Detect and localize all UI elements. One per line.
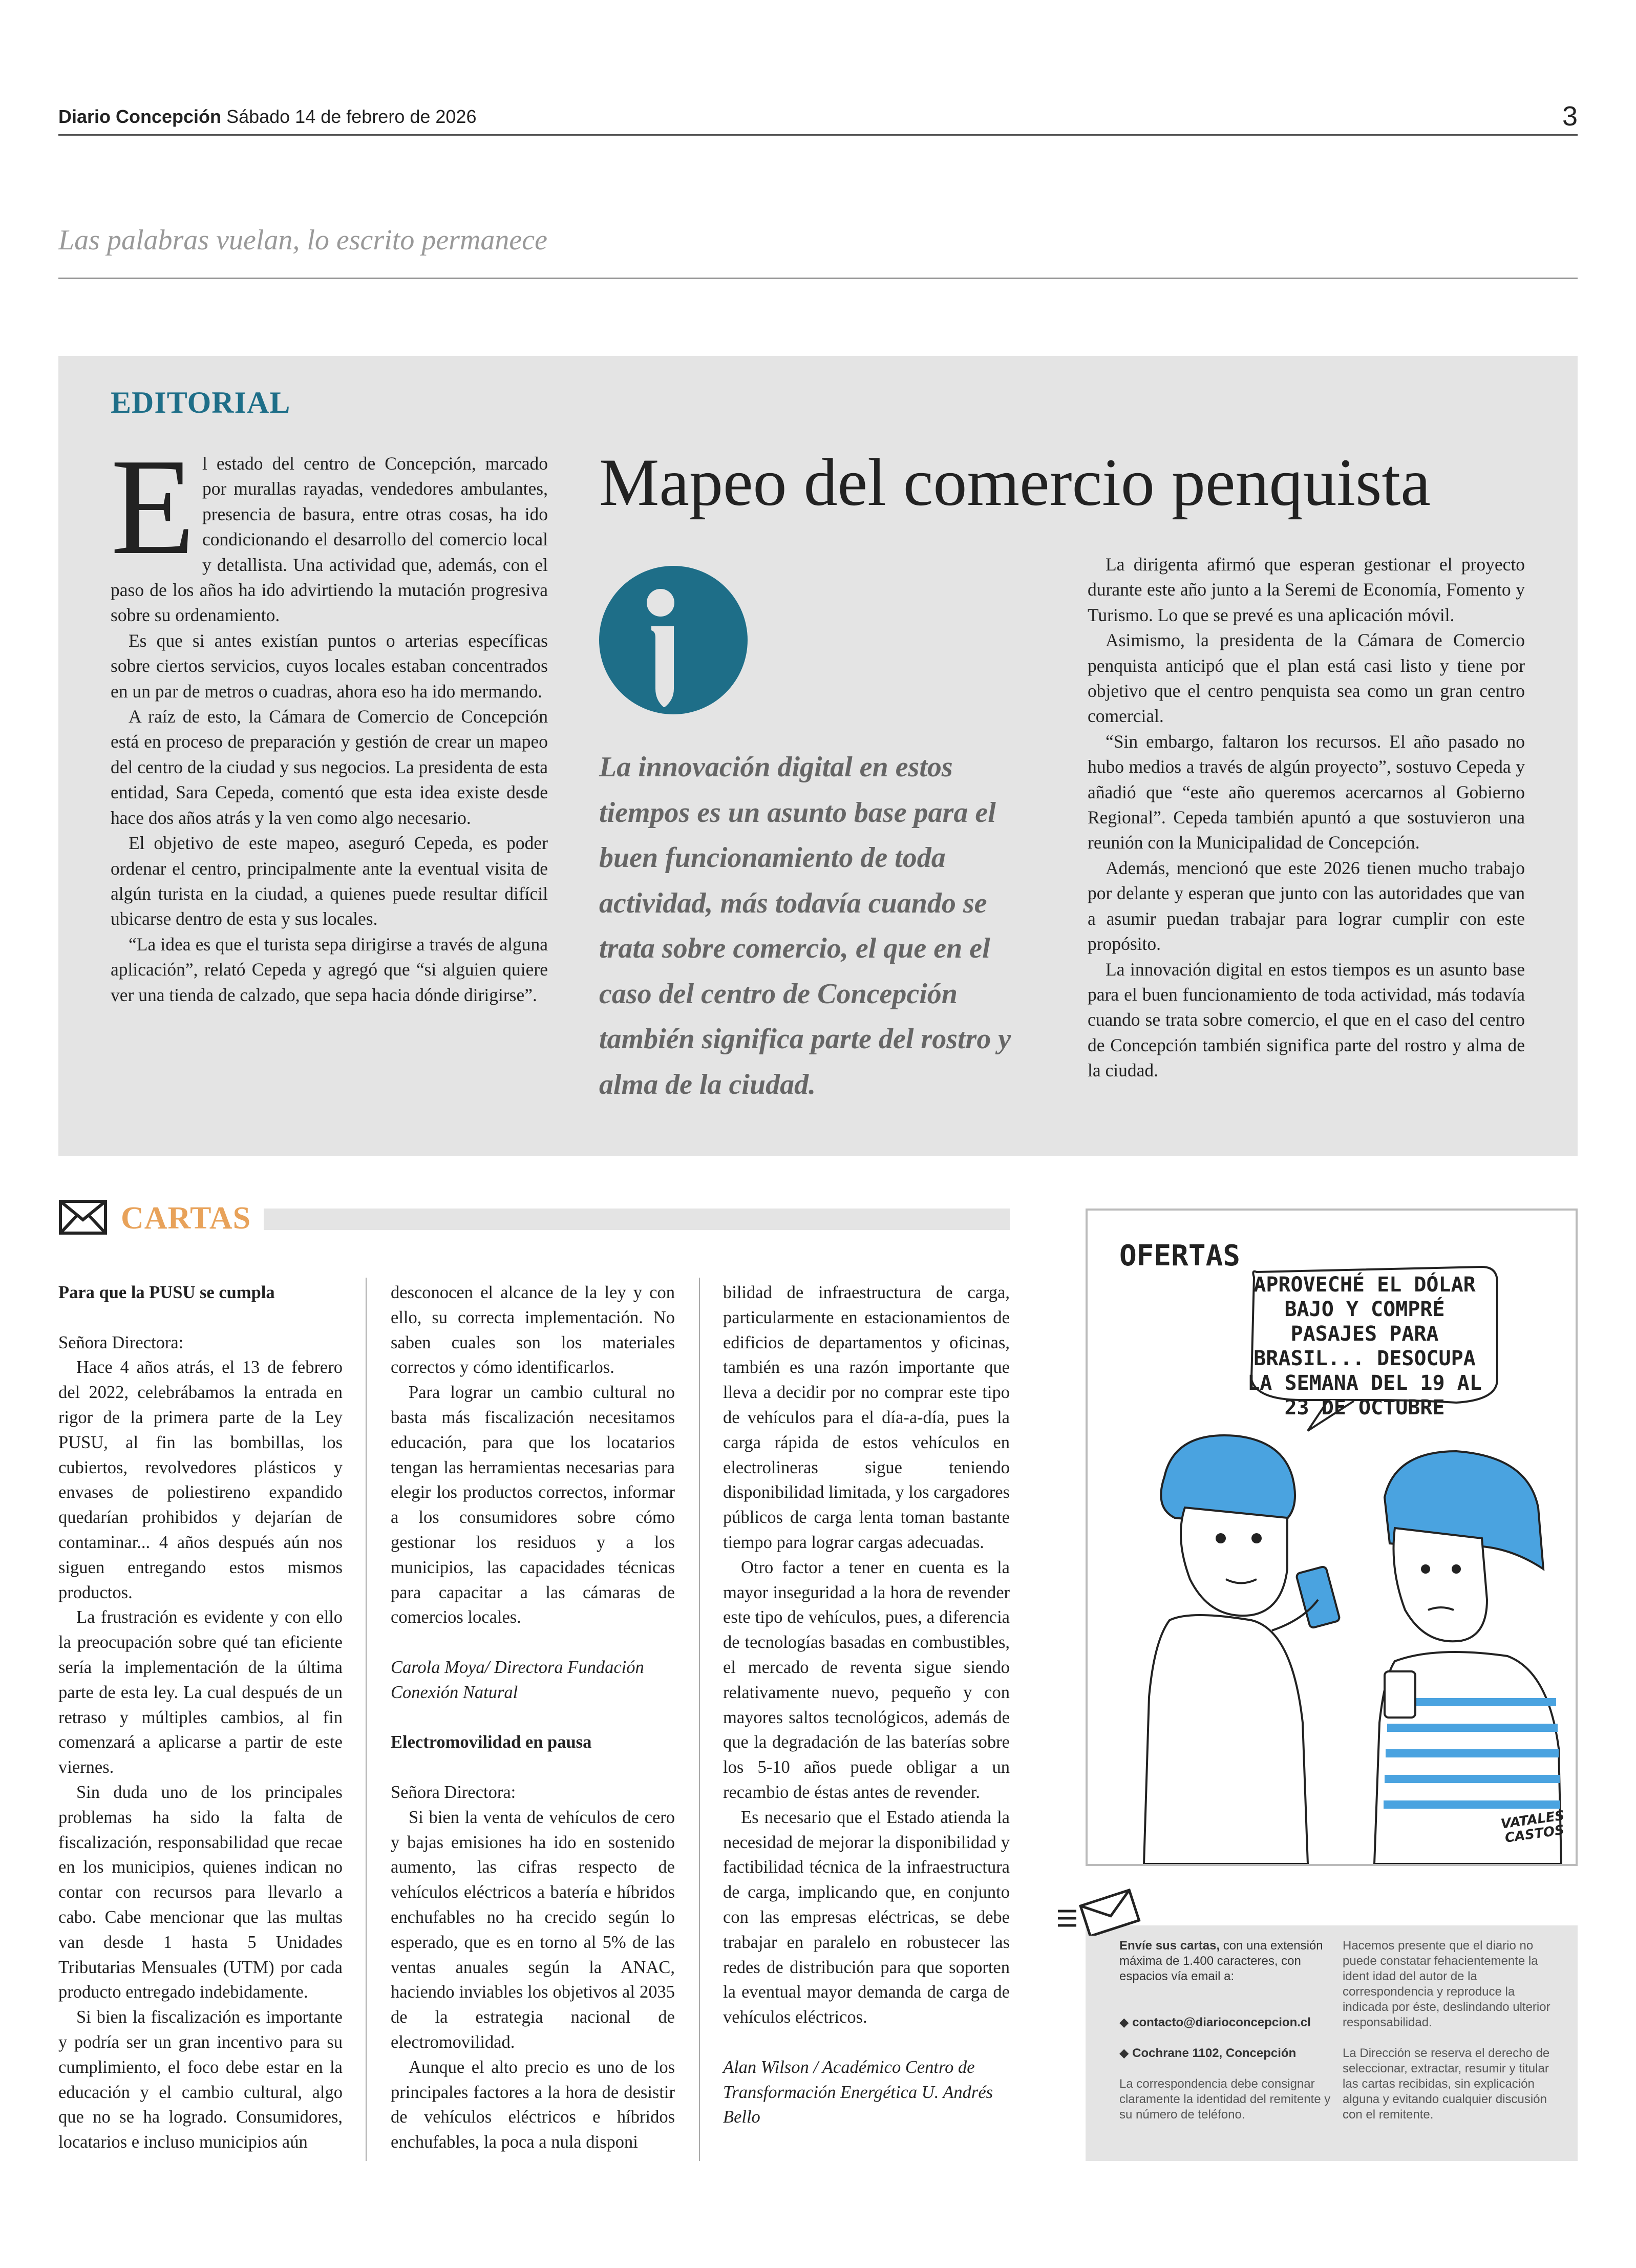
cartas-header-bar xyxy=(264,1209,1010,1230)
editorial-paragraph: A raíz de esto, la Cámara de Comercio de Concepción está en proceso de preparación y gestión de crear un mapeo del centro de la ciudad y sus negocios. La presidenta de esta entidad, Sara Cepeda, comentó que esta idea existe desde hace dos años atrás y la ven como algo necesario. xyxy=(111,706,548,828)
contact-address: ◆ Cochrane 1102, Concepción xyxy=(1119,2046,1297,2060)
letter-title: Electromovilidad en pausa xyxy=(391,1732,592,1752)
editorial-paragraph: El objetivo de este mapeo, aseguró Cepeda, es poder ordenar el centro, principalmente ante la eventual visita de algún turista en la ciudad, a quienes puede resultar difícil ubicarse dentro de esta y sus locales. xyxy=(111,833,548,929)
slogan-rule xyxy=(58,278,1578,279)
letter-paragraph: Sin duda uno de los principales problemas ha sido la falta de fiscalización, responsabilidad que recae en los municipios, quienes indican no contar con recursos para llevarlo a cabo. Cabe mencionar que las multas van desde 1 hasta 5 Unidades Tributarias Mensuales (UTM) por cada producto entregado indebidamente. xyxy=(58,1782,343,2002)
editorial-label: EDITORIAL xyxy=(111,386,291,419)
envelope-icon xyxy=(58,1199,108,1235)
editorial-title: Mapeo del comercio penquista xyxy=(599,444,1431,520)
editorial-paragraph: La dirigenta afirmó que esperan gestionar el proyecto durante este año junto a la Seremi de Economía, Fomento y Turismo. Lo que se prevé es una aplicación móvil. xyxy=(1088,554,1525,625)
contact-email[interactable]: ◆ contacto@diarioconcepcion.cl xyxy=(1119,2016,1311,2029)
editorial-paragraph: “La idea es que el turista sepa dirigirse a través de alguna aplicación”, relató Cepeda y agregó que “si alguien quiere ver una tienda de calzado, que sepa hacia dónde dirigirse”. xyxy=(111,934,548,1005)
letters-info-right xyxy=(1343,1938,1558,2123)
column-divider xyxy=(366,1278,367,2161)
letter-paragraph: La frustración es evidente y con ello la preocupación sobre qué tan eficiente sería la implementación de la última parte de esta ley. La cual después de un retraso y múltiples cambios, al fin comenzará a aplicarse a partir de este viernes. xyxy=(58,1607,343,1777)
cartoon-heading: OFERTAS xyxy=(1119,1239,1241,1273)
letter-signature: Carola Moya/ Directora Fundación Conexión Natural xyxy=(391,1657,644,1702)
letters-column-3 xyxy=(723,1280,1010,2130)
paper-name: Diario Concepción xyxy=(58,106,222,127)
editorial-paragraph: Además, mencionó que este 2026 tienen mucho trabajo por delante y esperan que junto con las autoridades que van a asumir puedan trabajar para lograr cumplir con este propósito. xyxy=(1088,857,1525,955)
editorial-paragraph: “Sin embargo, faltaron los recursos. El año pasado no hubo medios a través de algún proyecto”, sostuvo Cepeda y añadió que “este año queremos acercarnos al Gobierno Regional”. Cepeda también apuntó a que sostuvieron una reunión con la Municipalidad de Concepción. xyxy=(1088,731,1525,853)
column-divider xyxy=(699,1278,700,2161)
info-icon xyxy=(599,566,748,714)
letter-title: Para que la PUSU se cumpla xyxy=(58,1283,275,1302)
cartas-label: CARTAS xyxy=(121,1201,251,1236)
editorial-column-1 xyxy=(111,430,548,1008)
letter-paragraph: bilidad de infraestructura de carga, particularmente en estacionamientos de edificios de departamentos y oficinas, también es una razón importante que lleva a decidir por no comprar este tipo de vehículos para el día-a-día, pues la carga rápida de estos vehículos en electrolineras sigue teniendo disponibilidad limitada, y los cargadores públicos de carga lenta toman bastante tiempo para lograr cargas adecuadas. xyxy=(723,1283,1010,1552)
letter-paragraph: Si bien la fiscalización es importante y podría ser un gran incentivo para su cumplimiento, el foco debe estar en la educación y el cambio cultural, algo que no se ha logrado. Consumidores, locatarios e incluso municipios aún xyxy=(58,2007,343,2152)
rights-text: La Dirección se reserva el derecho de seleccionar, extractar, resumir y titular las cartas recibidas, sin explicación alguna y evitando cualquier discusión con el remitente. xyxy=(1343,2046,1550,2122)
letter-paragraph: Hace 4 años atrás, el 13 de febrero del 2022, celebrábamos la entrada en rigor de la primera parte de la Ley PUSU, al fin las bombillas, los cubiertos, revolvedores plásticos y envases de poliestireno expandido quedarían prohibidos y dejarían de contaminar... 4 años después aún nos siguen entregando estos mismos productos. xyxy=(58,1358,343,1602)
editorial-paragraph: Es que si antes existían puntos o arterias específicas sobre ciertos servicios, cuyos locales estaban concentrados en un par de metros o cuadras, ahora eso ha ido mermando. xyxy=(111,630,548,702)
editorial-pull-quote: La innovación digital en estos tiempos es un asunto base para el buen funcionamiento de toda actividad, más todavía cuando se trata sobre comercio, el que en el caso del centro de Concepción también significa parte del rostro y alma de la ciudad. xyxy=(599,751,1011,1100)
send-instructions: Envíe sus cartas, con una extensión máxima de 1.400 caracteres, con espacios vía email a: xyxy=(1119,1939,1323,1983)
cartoon-signature: VATALES CASTOS xyxy=(1500,1808,1565,1846)
letters-info-left xyxy=(1119,1938,1334,2123)
letter-paragraph: Si bien la venta de vehículos de cero y bajas emisiones ha ido en sostenido aumento, las cifras respecto de vehículos eléctricos a batería e híbridos enchufables no ha crecido según lo esperado, que es en torno al 5% de las ventas anuales según la ANAC, haciendo inviables los objetivos al 2035 de la estrategia nacional de electromovilidad. xyxy=(391,1807,675,2052)
editorial-paragraph: La innovación digital en estos tiempos es un asunto base para el buen funcionamiento de toda actividad, más todavía cuando se trata sobre comercio, el que en el caso del centro de Concepción también significa parte del rostro y alma de la ciudad. xyxy=(1088,959,1525,1081)
correspondence-note: La correspondencia debe consignar claramente la identidad del remitente y su número de teléfono. xyxy=(1119,2077,1331,2122)
letter-salutation: Señora Directora: xyxy=(391,1782,516,1802)
editorial-paragraph: El estado del centro de Concepción, marcado por murallas rayadas, vendedores ambulantes, presencia de basura, entre otras cosas, ha ido condicionando el desarrollo del comercio local y detallista. Una actividad que, además, con el paso de los años ha ido advirtiendo la mutación progresiva sobre su ordenamiento. xyxy=(111,430,548,626)
letter-salutation: Señora Directora: xyxy=(58,1332,184,1352)
masthead-line xyxy=(58,106,476,128)
letter-paragraph: Otro factor a tener en cuenta es la mayor inseguridad a la hora de revender este tipo de vehículos, pues, a diferencia de tecnologías basadas en combustibles, el mercado de reventa sigue siendo relativamente nuevo, pequeño y con mayores saltos tecnológicos, además de que la degradación de las baterías sobre los 5-10 años puede obligar a un recambio de éstas antes de revender. xyxy=(723,1557,1010,1802)
letters-column-1 xyxy=(58,1280,343,2155)
editorial-column-3 xyxy=(1088,552,1525,1084)
letter-paragraph: Para lograr un cambio cultural no basta más fiscalización necesitamos educación, para que los locatarios tengan las herramientas necesarias para elegir los productos correctos, informar a los consumidores sobre cómo gestionar los residuos y a los municipios, las capacidades técnicas para capacitar a las cámaras de comercios locales. xyxy=(391,1383,675,1627)
letter-paragraph: desconocen el alcance de la ley y con ello, su correcta implementación. No saben cuales son los materiales correctos y cómo identificarlos. xyxy=(391,1283,675,1377)
editorial-paragraph: Asimismo, la presidenta de la Cámara de Comercio penquista anticipó que el plan está casi listo y tiene por objetivo que el centro penquista sea como un gran centro comercial. xyxy=(1088,630,1525,727)
send-mail-icon xyxy=(1056,1884,1143,1936)
letter-signature: Alan Wilson / Académico Centro de Transformación Energética U. Andrés Bello xyxy=(723,2057,993,2127)
page-number: 3 xyxy=(1562,101,1578,132)
disclaimer-text: Hacemos presente que el diario no puede constatar fehacientemente la ident idad del autor de la correspondencia y reproduce la indicada por éste, deslindando ulterior responsabilidad. xyxy=(1343,1939,1550,2029)
letters-column-2 xyxy=(391,1280,675,2155)
letter-paragraph: Es necesario que el Estado atienda la necesidad de mejorar la disponibilidad y factibilidad técnica de la infraestructura de carga, implicando que, en conjunto con las empresas eléctricas, se debe trabajar en paralelo en robustecer las redes de distribución para que soporten la eventual mayor demanda de carga de vehículos eléctricos. xyxy=(723,1807,1010,2027)
letter-paragraph: Aunque el alto precio es uno de los principales factores a la hora de desistir de vehículos eléctricos e híbridos enchufables, la poca a nula disponi xyxy=(391,2057,675,2152)
issue-date: Sábado 14 de febrero de 2026 xyxy=(226,106,477,127)
slogan: Las palabras vuelan, lo escrito permanece xyxy=(58,224,547,256)
header-rule xyxy=(58,134,1578,136)
drop-cap: E xyxy=(111,430,195,583)
cartoon-speech: APROVECHÉ EL DÓLAR BAJO Y COMPRÉ PASAJES PARA BRASIL... DESOCUPA LA SEMANA DEL 19 AL 23 DE OCTUBRE xyxy=(1247,1273,1482,1419)
